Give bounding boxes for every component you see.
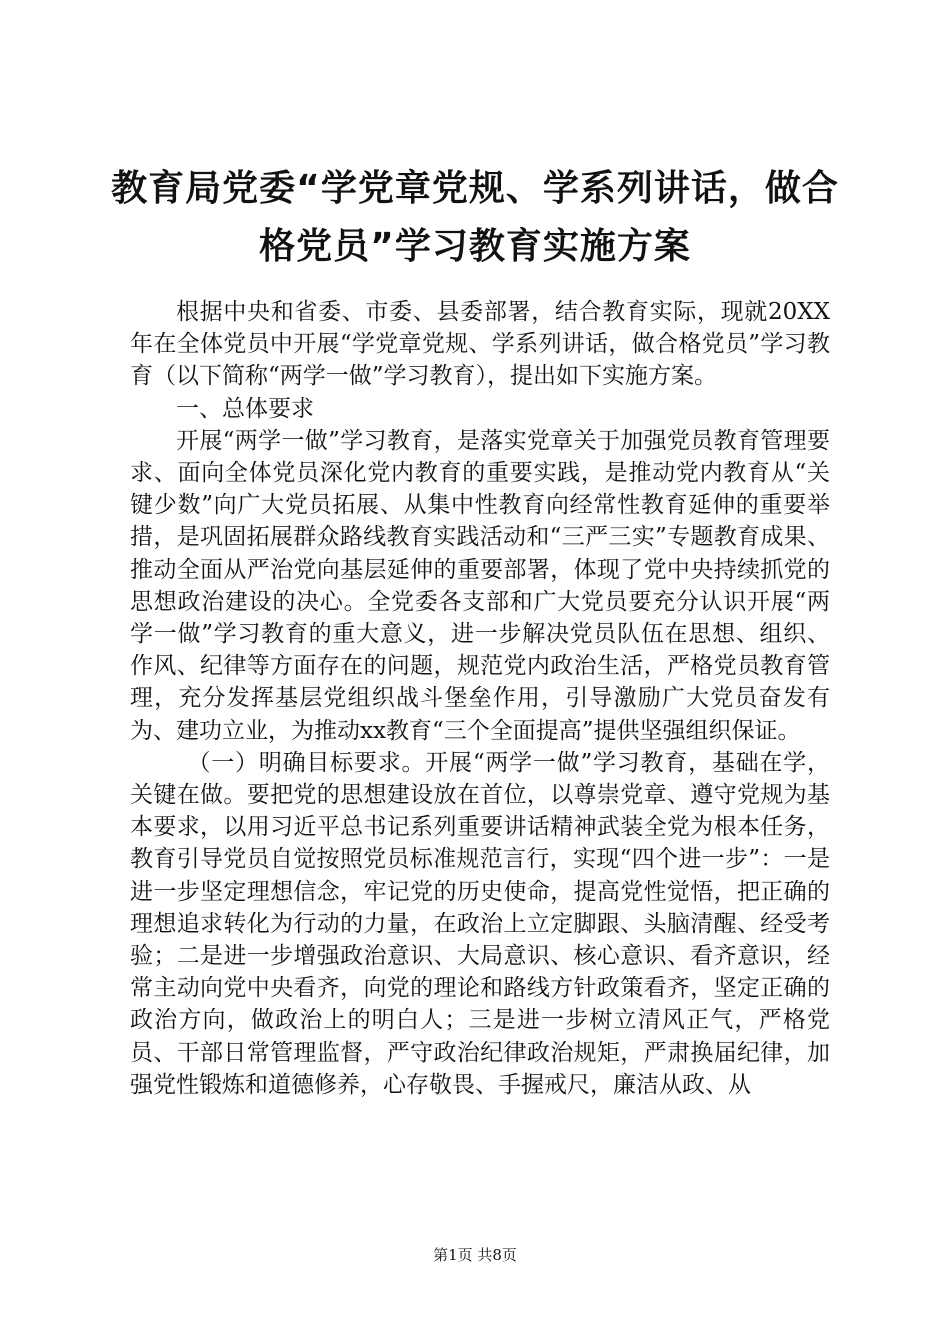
title-line-2: 格党员”学习教育实施方案 bbox=[259, 226, 691, 267]
document-title bbox=[110, 160, 840, 276]
page-footer bbox=[0, 1245, 950, 1265]
section-heading: 一、总体要求 bbox=[176, 395, 314, 422]
paragraph-intro: 根据中央和省委、市委、县委部署，结合教育实际，现就20XX年在全体党员中开展“学党章党规、学系列讲话，做合格党员”学习教育（以下简称“两学一做”学习教育），提出如下实施方案。 bbox=[130, 299, 830, 390]
paragraph-goal-requirements: （一）明确目标要求。开展“两学一做”学习教育，基础在学，关键在做。要把党的思想建设放在首位，以尊崇党章、遵守党规为基本要求，以用习近平总书记系列重要讲话精神武装全党为根本任务，教育引导党员自觉按照党员标准规范言行，实现“四个进一步”：一是进一步坚定理想信念，牢记党的历史使命，提高党性觉悟，把正确的理想追求转化为行动的力量，在政治上立定脚跟、头脑清醒、经受考验；二是进一步增强政治意识、大局意识、核心意识、看齐意识，经常主动向党中央看齐，向党的理论和路线方针政策看齐，坚定正确的政治方向，做政治上的明白人；三是进一步树立清风正气，严格党员、干部日常管理监督，严守政治纪律政治规矩，严肃换届纪律，加强党性锻炼和道德修养，心存敬畏、手握戒尺，廉洁从政、从 bbox=[130, 749, 830, 1098]
paragraph-overall-requirements: 开展“两学一做”学习教育，是落实党章关于加强党员教育管理要求、面向全体党员深化党内教育的重要实践，是推动党内教育从“关键少数”向广大党员拓展、从集中性教育向经常性教育延伸的重要举措，是巩固拓展群众路线教育实践活动和“三严三实”专题教育成果、推动全面从严治党向基层延伸的重要部署，体现了党中央持续抓党的思想政治建设的决心。全党委各支部和广大党员要充分认识开展“两学一做”学习教育的重大意义，进一步解决党员队伍在思想、组织、作风、纪律等方面存在的问题，规范党内政治生活，严格党员教育管理，充分发挥基层党组织战斗堡垒作用，引导激励广大党员奋发有为、建功立业，为推动xx教育“三个全面提高”提供坚强组织保证。 bbox=[130, 427, 830, 744]
title-line-1: 教育局党委“学党章党规、学系列讲话，做合 bbox=[111, 168, 839, 209]
document-body bbox=[130, 296, 830, 1101]
page-number: 第1页 共8页 bbox=[433, 1246, 517, 1264]
